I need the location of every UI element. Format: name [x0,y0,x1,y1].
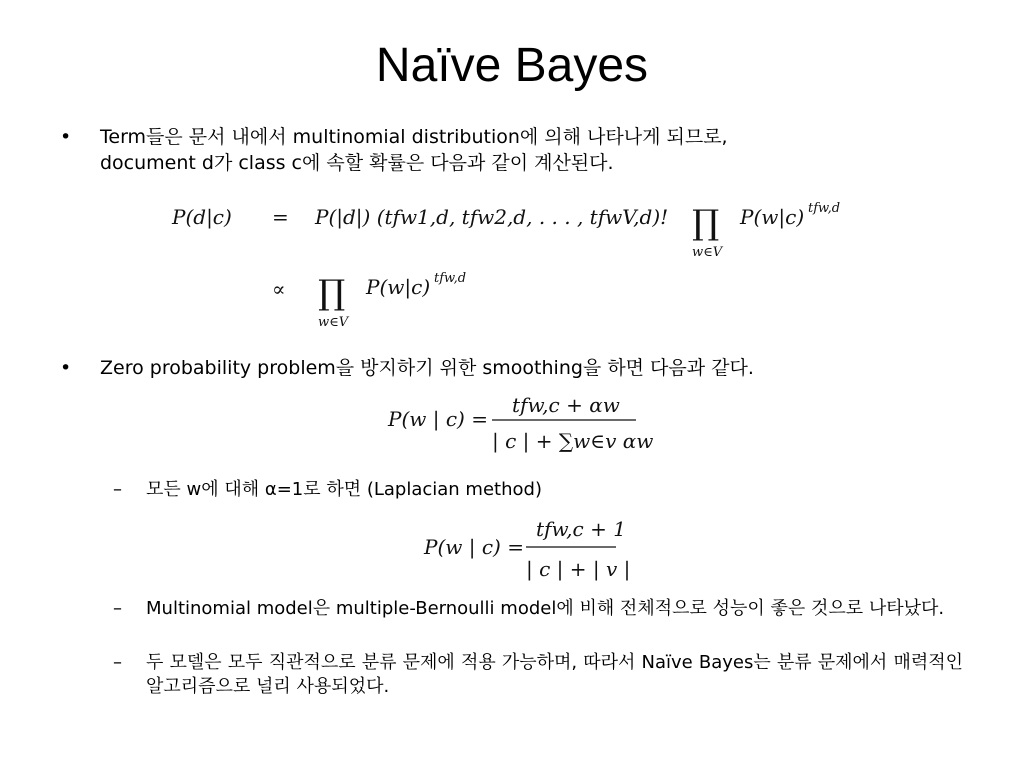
likelihood-exponent-2: tfw,d [434,271,467,286]
product-subscript-2: w∈V [318,315,349,330]
smoothing-formula [380,388,660,468]
sub-marker: – [113,598,122,619]
sub-text: 두 모델은 모두 직관적으로 분류 문제에 적용 가능하며, 따라서 Naïve Bayes는 분류 문제에서 매력적인 알고리즘으로 널리 사용되었다. [146,652,963,697]
likelihood-term: P(w|c) [740,205,805,229]
laplacian-formula [418,512,638,584]
formula-lhs: P(w | c) = [388,407,488,431]
likelihood-term-2: P(w|c) [366,275,431,299]
proportional-symbol: ∝ [272,277,286,301]
sub-bullet-laplacian [113,478,963,502]
formula-equals: = [272,205,289,229]
multinomial-formula [160,190,880,340]
bullet-marker: • [60,357,72,379]
product-symbol: ∏ [692,203,720,243]
likelihood-exponent: tfw,d [808,201,841,216]
product-symbol-2: ∏ [318,273,346,313]
formula-lhs: P(d|c) [172,205,232,229]
bullet-marker: • [60,126,72,148]
formula-numerator: tfw,c + αw [512,393,620,417]
bullet-term-distribution [60,124,950,176]
bullet-line-1: Term들은 문서 내에서 multinomial distribution에 의해 나타나게 되므로, [100,126,728,148]
sub-text: 모든 w에 대해 α=1로 하면 (Laplacian method) [146,479,542,500]
formula-denominator: | c | + | v | [526,557,631,581]
sub-marker: – [113,479,122,500]
formula-denominator: | c | + ∑w∈v αw [492,429,654,453]
bullet-zero-probability [60,355,950,381]
sub-bullet-performance [113,597,963,621]
bullet-line-2: document d가 class c에 속할 확률은 다음과 같이 계산된다. [100,152,614,174]
sub-bullet-usage [113,651,963,699]
slide-title: Naïve Bayes [375,39,649,92]
product-subscript: w∈V [692,245,723,260]
formula-lhs: P(w | c) = [424,535,524,559]
sub-text: Multinomial model은 multiple-Bernoulli model에 비해 전체적으로 성능이 좋은 것으로 나타났다. [146,598,945,619]
bullet-text: Zero probability problem을 방지하기 위한 smoothing을 하면 다음과 같다. [100,357,754,379]
formula-numerator: tfw,c + 1 [536,517,626,541]
formula-rhs: P(|d|) (tfw1,d, tfw2,d, . . . , tfwV,d)! [315,205,669,229]
sub-marker: – [113,652,122,673]
